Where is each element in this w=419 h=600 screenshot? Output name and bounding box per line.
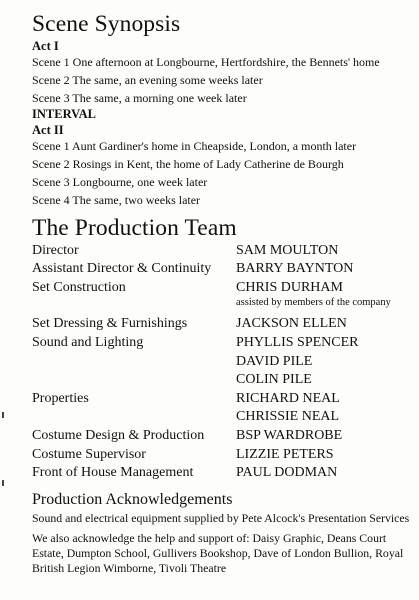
team-member: SAM MOULTON (236, 242, 339, 258)
team-member: RICHARD NEAL (236, 390, 340, 406)
team-role: Set Dressing & Furnishings (32, 316, 188, 332)
team-role: Assistant Director & Continuity (32, 261, 212, 277)
team-role: Properties (32, 390, 89, 406)
synopsis-title: Scene Synopsis (32, 11, 181, 37)
team-role: Front of House Management (32, 465, 194, 481)
team-row (32, 353, 412, 372)
act-1-scene-1: Scene 1 One afternoon at Longbourne, Hertfordshire, the Bennets' home (32, 55, 380, 69)
content (32, 10, 412, 576)
team-row (32, 390, 412, 409)
team-row (32, 427, 412, 446)
team-member: PAUL DODMAN (236, 465, 338, 481)
team-role: Set Construction (32, 279, 126, 295)
team-member: JACKSON ELLEN (236, 316, 347, 332)
team-row (32, 260, 412, 279)
team-member: COLIN PILE (236, 372, 312, 388)
act-1-scene-2: Scene 2 The same, an evening some weeks later (32, 72, 263, 87)
team-row (32, 315, 412, 334)
act-2-scene-1: Scene 1 Aunt Gardiner's home in Cheapside, London, a month later (32, 139, 357, 154)
act-1-label: Act I (32, 39, 59, 53)
act-2-scene-2: Scene 2 Rosings in Kent, the home of Lady Catherine de Bourgh (32, 157, 344, 172)
team-member: BARRY BAYNTON (236, 261, 354, 277)
acknowledgement-sound: Sound and electrical equipment supplied by Pete Alcock's Presentation Services (32, 510, 410, 525)
team-role: Sound and Lighting (32, 334, 144, 350)
team-member: CHRISSIE NEAL (236, 409, 340, 425)
team-row (32, 279, 412, 298)
team-title: The Production Team (32, 214, 237, 241)
team-row (32, 408, 412, 427)
act-1-scene-3: Scene 3 The same, a morning one week later (32, 90, 247, 105)
act-2-label: Act II (32, 123, 64, 138)
team-role: Costume Design & Production (32, 427, 205, 443)
team-member: CHRIS DURHAM (236, 279, 343, 295)
team-row (32, 464, 412, 483)
acknowledgement-support: We also acknowledge the help and support of: Daisy Graphic, Deans Court Estate, Dumpton School, Gullivers Bookshop, Dave of London Bullion, Royal British Legion Wimborne, Tivoli Theatre (32, 530, 404, 575)
edge-mark (2, 480, 4, 486)
team-role (32, 408, 236, 427)
team-member: BSP WARDROBE (236, 427, 343, 443)
interval-label: INTERVAL (32, 107, 96, 122)
edge-mark (2, 412, 4, 418)
team-role (32, 353, 236, 372)
team-member: DAVID PILE (236, 353, 313, 369)
team-role: Director (32, 242, 79, 258)
team-row (32, 334, 412, 353)
team-member: LIZZIE PETERS (236, 446, 334, 462)
acknowledgements-title: Production Acknowledgements (32, 490, 233, 508)
team-row (32, 371, 412, 390)
team-row (32, 446, 412, 465)
team-row (32, 242, 412, 261)
act-2-scene-4: Scene 4 The same, two weeks later (32, 192, 201, 207)
team-role: Costume Supervisor (32, 446, 146, 462)
team-role (32, 371, 236, 390)
act-2-scene-3: Scene 3 Longbourne, one week later (32, 174, 208, 189)
team-member: PHYLLIS SPENCER (236, 334, 359, 350)
set-construction-note: assisted by members of the company (236, 297, 391, 309)
